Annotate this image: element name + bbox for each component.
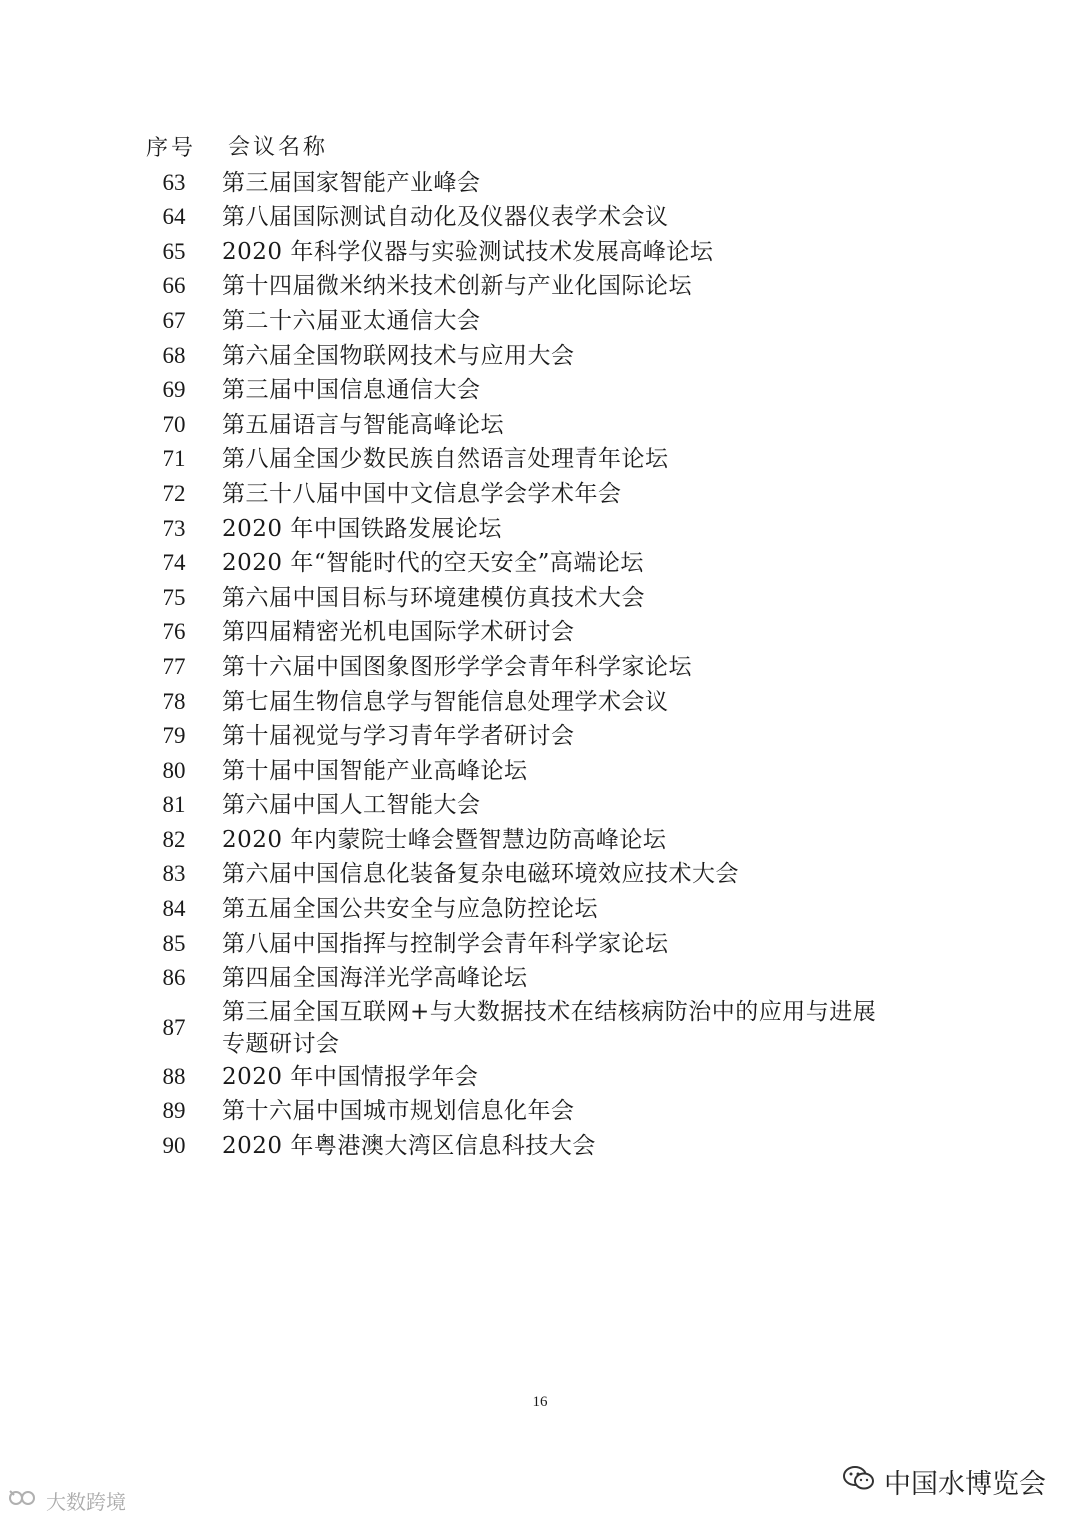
table-row [140, 546, 960, 581]
row-seq: 65 [162, 238, 186, 264]
row-name: 第三十八届中国中文信息学会学术年会 [222, 480, 622, 507]
table-row [140, 304, 960, 339]
table-row [140, 477, 960, 512]
page-number: 16 [532, 1394, 548, 1410]
row-name: 第二十六届亚太通信大会 [222, 307, 481, 334]
row-name: 第四届精密光机电国际学术研讨会 [222, 619, 575, 646]
table-body [140, 166, 960, 1164]
row-seq: 79 [162, 723, 186, 749]
row-name: 第五届全国公共安全与应急防控论坛 [222, 896, 598, 923]
row-name: 第八届国际测试自动化及仪器仪表学术会议 [222, 204, 669, 231]
table-row [140, 754, 960, 789]
table-row [140, 373, 960, 408]
row-name: 2020 年中国情报学年会 [222, 1063, 479, 1090]
row-seq: 68 [162, 342, 186, 368]
table-row [140, 1094, 960, 1129]
row-seq: 77 [162, 653, 186, 679]
row-name: 2020 年中国铁路发展论坛 [222, 515, 502, 542]
table-row [140, 269, 960, 304]
row-name: 第八届全国少数民族自然语言处理青年论坛 [222, 446, 669, 473]
row-seq: 66 [162, 273, 186, 299]
row-name: 第六届全国物联网技术与应用大会 [222, 342, 575, 369]
table-row [140, 615, 960, 650]
row-seq: 67 [162, 307, 186, 333]
table-row [140, 719, 960, 754]
row-seq: 81 [162, 792, 186, 818]
row-name: 第十四届微米纳米技术创新与产业化国际论坛 [222, 273, 692, 300]
row-name: 第十届中国智能产业高峰论坛 [222, 757, 528, 784]
row-name: 第五届语言与智能高峰论坛 [222, 411, 504, 438]
row-seq: 85 [162, 930, 186, 956]
table-row [140, 200, 960, 235]
row-seq: 89 [162, 1098, 186, 1124]
row-seq: 75 [162, 584, 186, 610]
table-row [140, 961, 960, 996]
row-name: 2020 年粤港澳大湾区信息科技大会 [222, 1133, 596, 1160]
table-row [140, 408, 960, 443]
row-seq: 88 [162, 1063, 186, 1089]
row-seq: 64 [162, 204, 186, 230]
table-row [140, 235, 960, 270]
table-row [140, 823, 960, 858]
table-row [140, 442, 960, 477]
wechat-icon [842, 1464, 876, 1499]
table-row [140, 892, 960, 927]
table-row [140, 339, 960, 374]
row-name: 第三届中国信息通信大会 [222, 377, 481, 404]
row-name: 2020 年科学仪器与实验测试技术发展高峰论坛 [222, 238, 714, 265]
row-seq: 84 [162, 896, 186, 922]
row-seq: 73 [162, 515, 186, 541]
row-seq: 86 [162, 965, 186, 991]
row-name: 第三届全国互联网+与大数据技术在结核病防治中的应用与进展 专题研讨会 [222, 998, 877, 1057]
row-name: 第十六届中国图象图形学学会青年科学家论坛 [222, 653, 692, 680]
row-seq: 69 [162, 377, 186, 403]
row-name: 2020 年“智能时代的空天安全”高端论坛 [222, 550, 644, 577]
watermark-right-text: 中国水博览会 [884, 1469, 1046, 1500]
row-seq: 70 [162, 411, 186, 437]
row-name: 第六届中国信息化装备复杂电磁环境效应技术大会 [222, 861, 739, 888]
row-seq: 83 [162, 861, 186, 887]
table-row [140, 1129, 960, 1164]
row-seq: 63 [162, 169, 186, 195]
row-name: 第十六届中国城市规划信息化年会 [222, 1098, 575, 1125]
table-row [140, 1060, 960, 1095]
table-row [140, 581, 960, 616]
row-name: 第四届全国海洋光学高峰论坛 [222, 965, 528, 992]
table-row [140, 512, 960, 547]
row-seq: 72 [162, 480, 186, 506]
watermark-left-text: 大数跨境 [46, 1490, 126, 1514]
row-name: 2020 年内蒙院士峰会暨智慧边防高峰论坛 [222, 826, 667, 853]
row-name: 第八届中国指挥与控制学会青年科学家论坛 [222, 930, 669, 957]
table-row [140, 996, 960, 1060]
table-row [140, 685, 960, 720]
table-header [140, 131, 960, 166]
table-row [140, 857, 960, 892]
table-row [140, 788, 960, 823]
header-name: 会议名称 [228, 135, 329, 160]
row-seq: 80 [162, 757, 186, 783]
table-row [140, 927, 960, 962]
row-name: 第三届国家智能产业峰会 [222, 169, 481, 196]
datakj-logo-icon [8, 1487, 38, 1514]
row-name: 第六届中国人工智能大会 [222, 792, 481, 819]
conference-table [140, 131, 960, 1164]
watermark-left [8, 1486, 126, 1515]
row-seq: 78 [162, 688, 186, 714]
row-seq: 76 [162, 619, 186, 645]
row-seq: 90 [162, 1133, 186, 1159]
row-seq: 82 [162, 826, 186, 852]
row-seq: 87 [162, 1014, 186, 1040]
row-seq: 71 [162, 446, 186, 472]
row-seq: 74 [162, 550, 186, 576]
table-row [140, 650, 960, 685]
row-name: 第十届视觉与学习青年学者研讨会 [222, 723, 575, 750]
header-seq: 序号 [146, 135, 197, 160]
row-name: 第六届中国目标与环境建模仿真技术大会 [222, 584, 645, 611]
table-row [140, 166, 960, 201]
row-name: 第七届生物信息学与智能信息处理学术会议 [222, 688, 669, 715]
watermark-right [842, 1462, 1046, 1501]
